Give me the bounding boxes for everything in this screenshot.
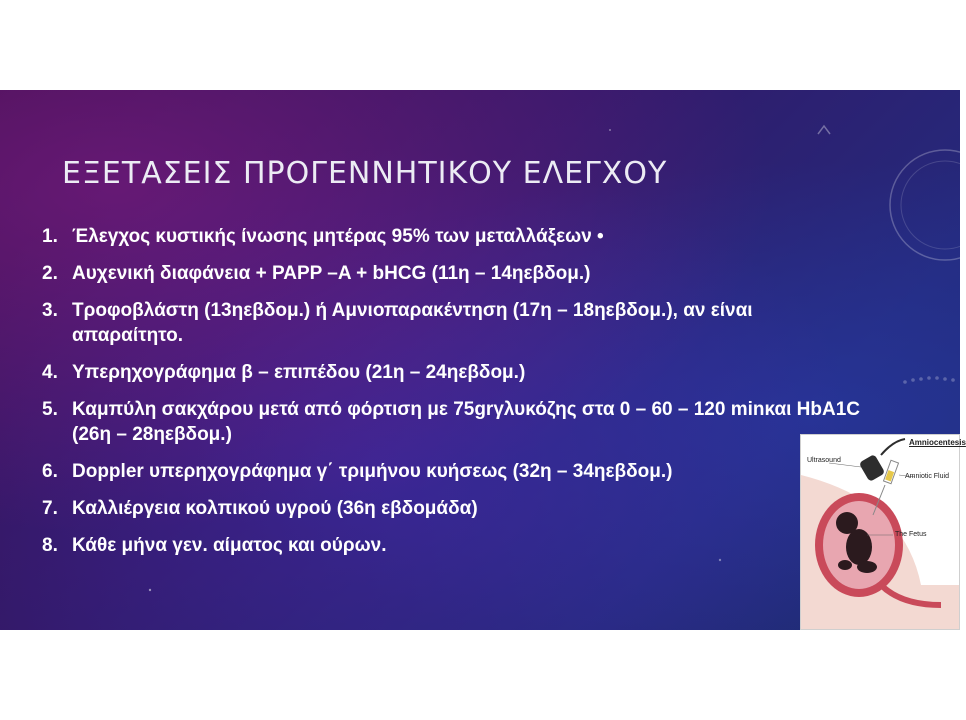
deco-star-2 [609,129,611,131]
exam-list [42,224,862,570]
list-item [42,224,862,249]
slide [0,90,966,630]
label-amniotic-fluid: Amniotic Fluid [905,473,949,480]
list-item-number: 7. [42,498,58,519]
list-item-number: 5. [42,399,58,420]
list-item-number: 1. [42,226,58,247]
label-fetus: The Fetus [895,531,927,538]
list-item-text: Doppler υπερηχογράφημα γ΄ τριμήνου κυήσεως (32η – 34ηεβδομ.) [72,461,673,482]
label-ultrasound: Ultrasound [807,457,841,464]
deco-star-1 [149,589,151,591]
list-item-text: Τροφοβλάστη (13ηεβδομ.) ή Αμνιοπαρακέντηση (17η – 18ηεβδομ.), αν είναι απαραίτητο. [72,300,753,346]
list-item-number: 6. [42,461,58,482]
list-item [42,459,862,484]
list-item-number: 4. [42,362,58,383]
amniocentesis-drawing [801,435,959,629]
deco-dots-arc [903,376,955,384]
list-item [42,360,862,385]
list-item-number: 2. [42,263,58,284]
list-item [42,397,862,447]
list-item-text: Αυχενική διαφάνεια + PAPP –A + bHCG (11η – 14ηεβδομ.) [72,263,591,284]
list-item-text: Κάθε μήνα γεν. αίματος και ούρων. [72,535,387,556]
list-item [42,261,862,286]
list-item-text: Έλεγχος κυστικής ίνωσης μητέρας 95% των μεταλλάξεων • [72,226,604,247]
list-item-text: Καμπύλη σακχάρου μετά από φόρτιση με 75grγλυκόζης στα 0 – 60 – 120 minκαι HbA1C (26η – 28ηεβδομ.) [72,399,861,445]
slide-title: ΕΞΕΤΑΣΕΙΣ ΠΡΟΓΕΝΝΗΤΙΚΟΥ ΕΛΕΓΧΟΥ [62,156,668,191]
list-item [42,496,862,521]
list-item [42,533,862,558]
list-item [42,298,862,348]
list-item-text: Υπερηχογράφημα β – επιπέδου (21η – 24ηεβδομ.) [72,362,526,383]
deco-chevron [818,126,830,134]
deco-circle-inner [901,161,966,249]
amniocentesis-illustration [800,434,966,630]
figure-heading: Amniocentesis [909,438,966,447]
list-item-number: 8. [42,535,58,556]
list-item-text: Καλλιέργεια κολπικού υγρού (36η εβδομάδα) [72,498,478,519]
ultrasound-probe-icon [859,439,905,482]
list-item-number: 3. [42,300,58,321]
